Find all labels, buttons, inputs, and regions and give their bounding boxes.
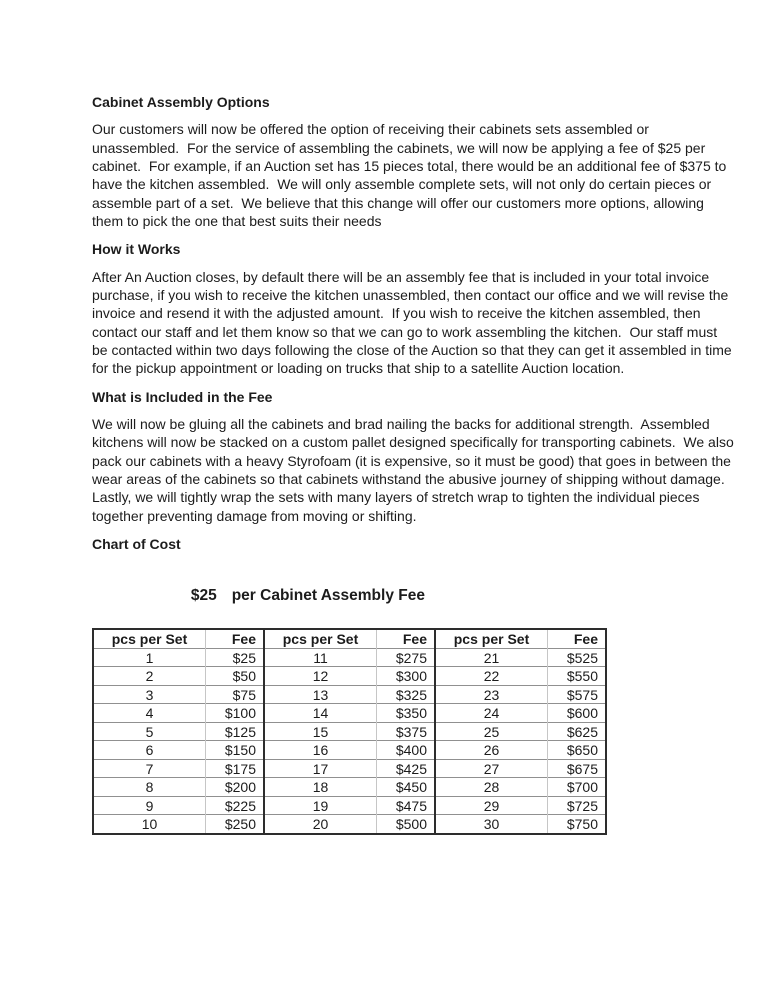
table-column-header: Fee: [377, 629, 436, 648]
pcs-cell: 1: [93, 648, 206, 667]
assembly-fee-table: [92, 628, 607, 835]
pcs-cell: 19: [264, 796, 377, 815]
fee-cell: $150: [206, 741, 265, 760]
table-row: [93, 778, 606, 797]
pcs-cell: 10: [93, 815, 206, 834]
fee-cell: $625: [548, 722, 607, 741]
paragraph: [92, 268, 732, 378]
fee-cell: $450: [377, 778, 436, 797]
fee-cell: $275: [377, 648, 436, 667]
paragraph-line: for the pickup appointment or loading on trucks that ship to a satellite Auction location.: [92, 360, 625, 377]
table-row: [93, 704, 606, 723]
table-row: [93, 685, 606, 704]
table-column-header: pcs per Set: [264, 629, 377, 648]
pcs-cell: 3: [93, 685, 206, 704]
fee-cell: $400: [377, 741, 436, 760]
table-row: [93, 667, 606, 686]
section-heading: Chart of Cost: [92, 536, 181, 553]
fee-cell: $75: [206, 685, 265, 704]
paragraph-line: Lastly, we will tightly wrap the sets with many layers of stretch wrap to tighten the individual pieces: [92, 489, 700, 506]
fee-cell: $325: [377, 685, 436, 704]
table-row: [93, 796, 606, 815]
pcs-cell: 29: [435, 796, 548, 815]
table-header: [93, 629, 606, 648]
paragraph-line: assemble part of a set. We believe that this change will offer our customers more options, allowing: [92, 194, 704, 211]
pcs-cell: 9: [93, 796, 206, 815]
paragraph-line: have the kitchen assembled. We will only assemble complete sets, will not only do certain pieces or: [92, 176, 712, 193]
pcs-cell: 30: [435, 815, 548, 834]
pcs-cell: 20: [264, 815, 377, 834]
pcs-cell: 12: [264, 667, 377, 686]
fee-cell: $100: [206, 704, 265, 723]
paragraph-line: purchase, if you wish to receive the kitchen unassembled, then contact our office and we will revise the: [92, 287, 729, 303]
fee-amount: $25: [190, 587, 217, 605]
paragraph-line: unassembled. For the service of assembling the cabinets, we will now be applying a fee of $25 per: [92, 139, 706, 156]
pcs-cell: 11: [264, 648, 377, 667]
fee-cell: $250: [206, 815, 265, 834]
table-body: [93, 648, 606, 834]
fee-cell: $425: [377, 759, 436, 778]
fee-cell: $50: [206, 667, 265, 686]
fee-cell: $350: [377, 704, 436, 723]
pcs-cell: 5: [93, 722, 206, 741]
document-flow: [92, 93, 734, 553]
paragraph-line: them to pick the one that best suits their needs: [92, 213, 382, 230]
cost-chart-block: [92, 566, 712, 835]
fee-cell: $25: [206, 648, 265, 667]
table-column-header: Fee: [206, 629, 265, 648]
fee-cell: $575: [548, 685, 607, 704]
table-column-header: Fee: [548, 629, 607, 648]
fee-cell: $700: [548, 778, 607, 797]
table-row: [93, 722, 606, 741]
fee-cell: $475: [377, 796, 436, 815]
table-column-header: pcs per Set: [111, 631, 188, 648]
section-heading: Cabinet Assembly Options: [92, 94, 270, 110]
paragraph: [92, 120, 727, 230]
paragraph-line: invoice and resend it with the adjusted amount. If you wish to receive the kitchen assembled, then: [92, 305, 701, 322]
pcs-cell: 27: [435, 759, 548, 778]
pcs-cell: 15: [264, 722, 377, 741]
paragraph-line: be contacted within two days following the close of the Auction so that they can get it assembled in time: [92, 342, 732, 359]
fee-cell: $175: [206, 759, 265, 778]
section-heading: What is Included in the Fee: [92, 388, 273, 405]
fee-cell: $500: [377, 815, 436, 834]
pcs-cell: 2: [93, 667, 206, 686]
paragraph-line: together preventing damage from moving or shifting.: [92, 507, 417, 524]
section-heading: How it Works: [92, 241, 181, 258]
table-column-header: pcs per Set: [435, 629, 548, 648]
pcs-cell: 25: [435, 722, 548, 741]
pcs-cell: 17: [264, 759, 377, 778]
fee-cell: $725: [548, 796, 607, 815]
table-row: [93, 741, 606, 760]
paragraph-line: cabinet. For example, if an Auction set has 15 pieces total, there would be an additional fee of $375 to: [92, 157, 727, 174]
pcs-cell: 26: [435, 741, 548, 760]
fee-cell: $600: [548, 704, 607, 723]
pcs-cell: 4: [93, 704, 206, 723]
paragraph-line: Our customers will now be offered the option of receiving their cabinets sets assembled or: [92, 121, 649, 138]
pcs-cell: 16: [264, 741, 377, 760]
fee-cell: $750: [548, 815, 607, 834]
table-row: [93, 815, 606, 834]
pcs-cell: 22: [435, 667, 548, 686]
paragraph-line: After An Auction closes, by default there will be an assembly fee that is included in your total invoice: [92, 268, 710, 285]
pcs-cell: 8: [93, 778, 206, 797]
pcs-cell: 28: [435, 778, 548, 797]
paragraph-line: wear areas of the cabinets so that cabinets withstand the abusive journey of shipping without damage.: [92, 471, 725, 488]
fee-cell: $225: [206, 796, 265, 815]
pcs-cell: 23: [435, 685, 548, 704]
table-row: [93, 648, 606, 667]
pcs-cell: 14: [264, 704, 377, 723]
paragraph: [92, 415, 734, 525]
cost-table-title: [92, 566, 712, 626]
paragraph-line: contact our staff and let them know so that we can go to work assembling the kitchen. Our staff must: [92, 323, 718, 340]
fee-cell: $650: [548, 741, 607, 760]
fee-cell: $525: [548, 648, 607, 667]
fee-title-text: per Cabinet Assembly Fee: [231, 587, 425, 605]
pcs-cell: 18: [264, 778, 377, 797]
fee-cell: $300: [377, 667, 436, 686]
paragraph-line: We will now be gluing all the cabinets and brad nailing the backs for additional strength. Assembled: [92, 416, 710, 433]
pcs-cell: 6: [93, 741, 206, 760]
fee-cell: $200: [206, 778, 265, 797]
table-header-row: [93, 629, 606, 648]
paragraph-line: kitchens will now be stacked on a custom pallet designed specifically for transporting cabinets. We also: [92, 434, 734, 451]
fee-cell: $550: [548, 667, 607, 686]
pcs-cell: 21: [435, 648, 548, 667]
table-row: [93, 759, 606, 778]
pcs-cell: 7: [93, 759, 206, 778]
fee-cell: $375: [377, 722, 436, 741]
fee-cell: $675: [548, 759, 607, 778]
fee-cell: $125: [206, 722, 265, 741]
paragraph-line: pack our cabinets with a heavy Styrofoam (it is expensive, so it must be good) that goes in between the: [92, 452, 731, 469]
pcs-cell: 24: [435, 704, 548, 723]
pcs-cell: 13: [264, 685, 377, 704]
